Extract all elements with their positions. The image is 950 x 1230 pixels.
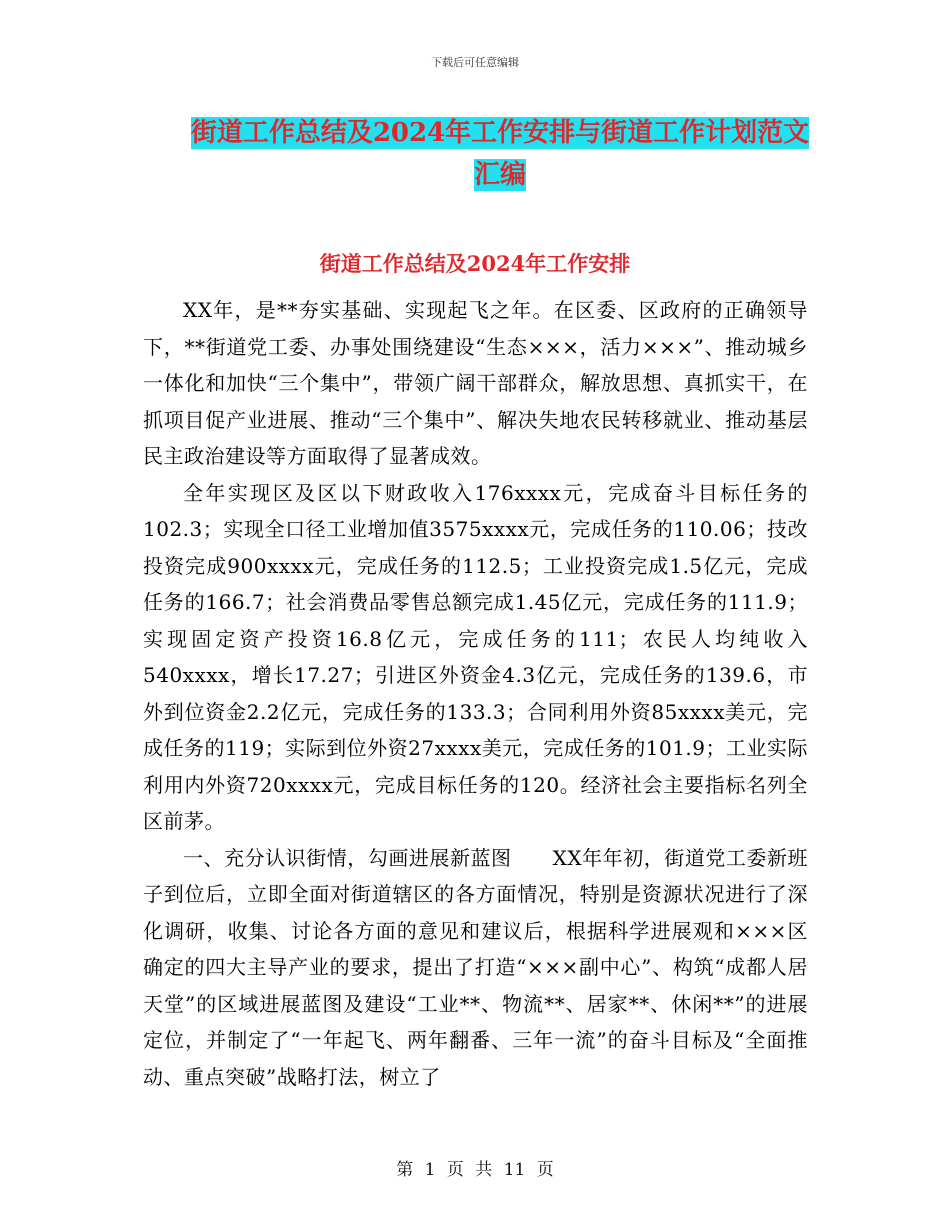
document-title (140, 112, 860, 196)
paragraph: 全年实现区及区以下财政收入176xxxx元，完成奋斗目标任务的102.3；实现全口径工业增加值3575xxxx元，完成任务的110.06；技改投资完成900xxxx元，完成任务的112.5；工业投资完成1.5亿元，完成任务的166.7；社会消费品零售总额完成1.45亿元，完成任务的111.9；实现固定资产投资16.8亿元，完成任务的111；农民人均纯收入540xxxx，增长17.27；引进区外资金4.3亿元，完成任务的139.6，市外到位资金2.2亿元，完成任务的133.3；合同利用外资85xxxx美元，完成任务的119；实际到位外资27xxxx美元，完成任务的101.9；工业实际利用内外资720xxxx元，完成目标任务的120。经济社会主要指标名列全区前茅。 (143, 480, 808, 833)
document-title-line-1: 街道工作总结及2024年工作安排与街道工作计划范文 (190, 118, 810, 148)
paragraph: XX年，是**夯实基础、实现起飞之年。在区委、区政府的正确领导下，**街道党工委、办事处围绕建设“生态×××，活力×××”、推动城乡一体化和加快“三个集中”，带领广阔干部群众，解放思想、真抓实干，在抓项目促产业进展、推动“三个集中”、解决失地农民转移就业、推动基层民主政治建设等方面取得了显著成效。 (143, 298, 808, 468)
body-text (143, 292, 808, 1095)
paragraph: 一、充分认识街情，勾画进展新蓝图 XX年年初，街道党工委新班子到位后，立即全面对街道辖区的各方面情况，特别是资源状况进行了深化调研，收集、讨论各方面的意见和建议后，根据科学进展观和×××区确定的四大主导产业的要求，提出了打造“×××副中心”、构筑“成都人居天堂”的区域进展蓝图及建设“工业**、物流**、居家**、休闲**”的进展定位，并制定了“一年起飞、两年翻番、三年一流”的奋斗目标及“全面推动、重点突破”战略打法，树立了 (143, 845, 808, 1089)
section-title: 街道工作总结及2024年工作安排 (319, 251, 631, 276)
page-footer: 第 1 页 共 11 页 (396, 1160, 554, 1180)
header-note: 下载后可任意编辑 (431, 56, 519, 69)
document-title-line-2: 汇编 (473, 160, 526, 190)
